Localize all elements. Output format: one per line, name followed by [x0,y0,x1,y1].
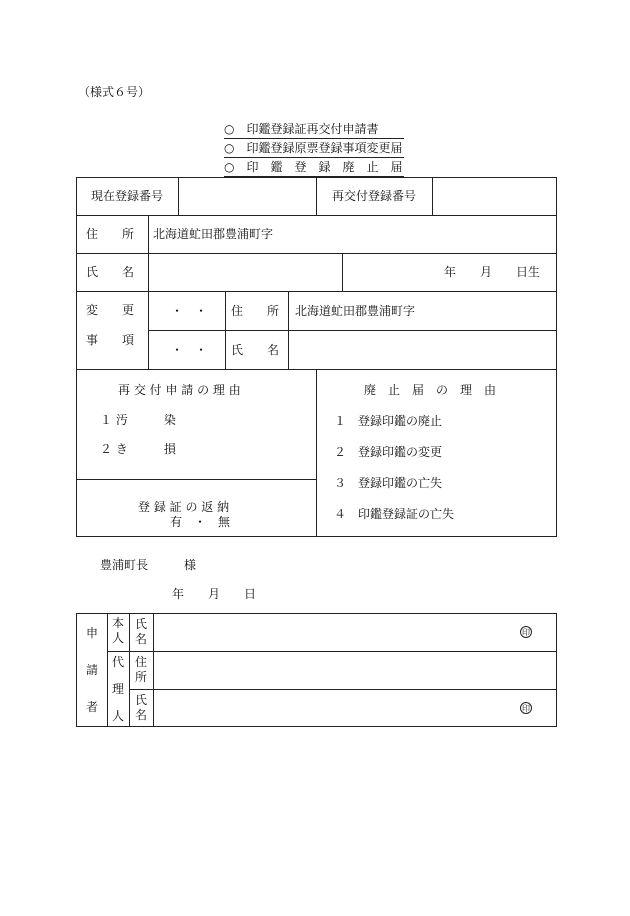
change-name-label: 氏 名 [231,343,280,357]
agent-address-label: 住 [135,655,148,669]
agent-address-label: 所 [135,670,148,684]
self-name-label: 氏 [135,617,148,631]
agent-char: 代 [112,655,125,669]
title-underline [224,157,404,158]
row-divider [107,651,557,652]
col-divider [148,215,149,253]
change-date-dots: ・ ・ [171,304,208,318]
abolition-reasons-heading: 廃 止 届 の 理 由 [364,383,497,397]
return-cert-options: 有 ・ 無 [170,515,231,529]
row-divider [129,689,557,690]
applicant-char: 申 [86,626,99,640]
seal-icon: 印 [522,628,530,637]
col-divider [153,613,154,727]
applicant-char: 請 [86,663,99,677]
title-change: ○ 印鑑登録原票登録事項変更届 [224,141,403,155]
applicant-char: 者 [86,700,99,714]
col-divider [316,177,317,215]
change-label-2: 事 項 [86,333,135,347]
title-reissue: ○ 印鑑登録証再交付申請書 [224,122,379,136]
reissue-reasons-heading: 再 交 付 申 請 の 理 由 [118,383,241,397]
col-divider [342,253,343,291]
abolition-reason-item: ２ 登録印鑑の変更 [334,445,443,459]
self-char: 人 [112,631,125,645]
col-divider [148,291,149,369]
change-date-dots: ・ ・ [171,343,208,357]
abolition-reason-item: ４ 印鑑登録証の亡失 [334,507,455,521]
date-line: 年 月 日 [172,587,257,601]
col-divider [288,291,289,369]
address-value: 北海道虻田郡豊浦町字 [153,227,274,241]
return-cert-heading: 登 録 証 の 返 納 [138,500,230,514]
col-divider [178,177,179,215]
col-divider [316,369,317,537]
title-abolition: ○ 印 鑑 登 録 廃 止 届 [224,160,403,174]
col-divider [148,253,149,291]
reissue-reason-item: １ 汚 染 [100,413,176,427]
birthdate-label: 年 月 日生 [444,265,541,279]
col-divider [107,613,108,727]
agent-name-label: 名 [135,708,148,722]
agent-char: 理 [112,682,125,696]
row-divider [148,330,557,331]
abolition-reason-item: ３ 登録印鑑の亡失 [334,476,443,490]
self-char: 本 [112,616,125,630]
self-name-label: 名 [135,632,148,646]
row-divider [76,479,316,480]
agent-char: 人 [112,709,125,723]
reissue-reason-item: ２ き 損 [100,442,176,456]
reissue-reg-no-label: 再交付登録番号 [332,189,417,203]
current-reg-no-label: 現在登録番号 [91,189,164,203]
addressee: 豊浦町長 様 [100,558,197,572]
seal-icon: 印 [522,704,530,713]
col-divider [129,613,130,727]
applicant-table [76,613,557,727]
form-number: （様式６号） [78,85,151,99]
address-label: 住 所 [86,227,135,241]
change-address-label: 住 所 [231,304,280,318]
title-underline [224,138,404,139]
change-label-1: 変 更 [86,303,135,317]
change-address-value: 北海道虻田郡豊浦町字 [295,304,416,318]
col-divider [432,177,433,215]
name-label: 氏 名 [86,265,135,279]
col-divider [225,291,226,369]
abolition-reason-item: １ 登録印鑑の廃止 [334,414,443,428]
agent-name-label: 氏 [135,693,148,707]
